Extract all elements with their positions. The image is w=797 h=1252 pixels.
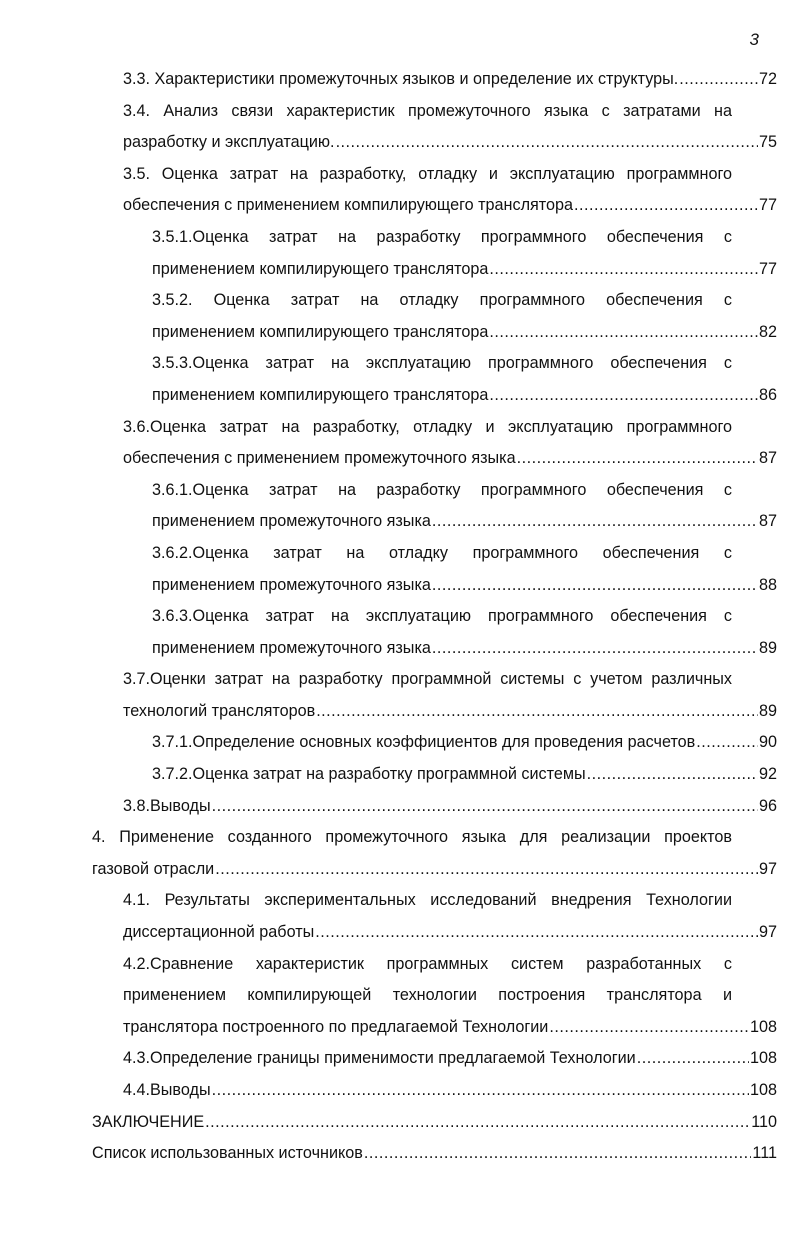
toc-page-number: 92 <box>758 765 777 784</box>
toc-page-number: 86 <box>758 385 777 404</box>
toc-page-number: 75 <box>758 133 777 152</box>
toc-page-number: 77 <box>758 259 777 278</box>
dot-leader <box>432 633 758 665</box>
toc-entry[interactable] <box>152 222 797 285</box>
toc-entry-title-line: применением компилирующей технологии построения транслятора и <box>123 986 732 1005</box>
toc-entry-last-line <box>92 1107 777 1139</box>
table-of-contents <box>0 64 797 1170</box>
toc-entry-title-line: 3.4. Анализ связи характеристик промежуточного языка с затратами на <box>123 101 732 120</box>
toc-entry-title-line: 3.5.3.Оценка затрат на эксплуатацию программного обеспечения с <box>152 354 732 373</box>
toc-page-number: 89 <box>758 638 777 657</box>
toc-page-number: 110 <box>751 1112 777 1131</box>
toc-page-number: 96 <box>758 796 777 815</box>
dot-leader <box>212 791 758 823</box>
toc-entry-title: применением промежуточного языка <box>152 575 431 594</box>
dot-leader <box>212 1075 749 1107</box>
toc-entry-last-line <box>123 64 777 96</box>
page-number: 3 <box>749 30 759 49</box>
toc-entry[interactable] <box>123 159 797 222</box>
toc-entry-title: 3.3. Характеристики промежуточных языков и определение их структуры. <box>123 70 679 88</box>
toc-page-number: 87 <box>758 512 777 531</box>
dot-leader <box>336 127 758 159</box>
toc-entry-title-line: 3.6.1.Оценка затрат на разработку программного обеспечения с <box>152 480 732 499</box>
dot-leader <box>587 759 758 791</box>
dot-leader <box>549 1012 749 1044</box>
toc-entry[interactable] <box>123 885 797 948</box>
toc-entry[interactable] <box>123 1075 797 1107</box>
toc-entry-last-line <box>123 190 777 222</box>
toc-entry-title-line: 3.6.2.Оценка затрат на отладку программного обеспечения с <box>152 543 732 562</box>
dot-leader <box>432 506 758 538</box>
toc-entry-title: обеспечения с применением компилирующего транслятора <box>123 196 574 215</box>
dot-leader <box>489 317 758 349</box>
toc-page-number: 72 <box>758 70 777 88</box>
toc-entry-title: обеспечения с применением промежуточного языка <box>123 449 516 468</box>
toc-page-number: 77 <box>758 196 777 215</box>
toc-page-number: 97 <box>758 859 777 878</box>
dot-leader <box>432 570 758 602</box>
toc-entry-title: транслятора построенного по предлагаемой Технологии <box>123 1017 549 1036</box>
toc-entry-title: технологий трансляторов <box>123 701 316 720</box>
toc-entry[interactable] <box>152 538 797 601</box>
toc-entry-title: разработку и эксплуатацию. <box>123 133 335 152</box>
toc-entry[interactable] <box>123 412 797 475</box>
toc-entry-title: газовой отрасли <box>92 859 215 878</box>
toc-entry[interactable] <box>152 475 797 538</box>
toc-entry[interactable] <box>123 64 797 96</box>
toc-entry-title: 3.7.2.Оценка затрат на разработку программной системы <box>152 765 586 784</box>
dot-leader <box>679 64 758 96</box>
toc-entry-title-line: 3.5.1.Оценка затрат на разработку программного обеспечения с <box>152 227 732 246</box>
toc-page-number: 111 <box>752 1144 777 1163</box>
toc-entry-title-line: 4. Применение созданного промежуточного языка для реализации проектов <box>92 828 732 847</box>
toc-entry-title: применением компилирующего транслятора <box>152 259 489 278</box>
toc-page-number: 88 <box>758 575 777 594</box>
toc-entry-title: 3.7.1.Определение основных коэффициентов для проведения расчетов <box>152 733 696 752</box>
toc-entry-last-line <box>123 443 777 475</box>
toc-entry-last-line <box>123 696 777 728</box>
toc-entry-title: диссертационной работы <box>123 923 315 942</box>
dot-leader <box>315 917 758 949</box>
dot-leader <box>364 1138 752 1170</box>
toc-entry-title: 4.3.Определение границы применимости предлагаемой Технологии <box>123 1049 636 1068</box>
toc-entry-title-line: 4.1. Результаты экспериментальных исследований внедрения Технологии <box>123 891 732 910</box>
toc-page-number: 108 <box>749 1017 777 1036</box>
dot-leader <box>696 727 758 759</box>
toc-entry-last-line <box>152 633 777 665</box>
toc-entry-title: 3.8.Выводы <box>123 796 211 815</box>
dot-leader <box>489 254 758 286</box>
dot-leader <box>205 1107 750 1139</box>
dot-leader <box>489 380 758 412</box>
toc-entry-last-line <box>92 1138 777 1170</box>
toc-entry[interactable] <box>152 759 797 791</box>
toc-entry-title-line: 4.2.Сравнение характеристик программных систем разработанных с <box>123 954 732 973</box>
toc-entry[interactable] <box>152 601 797 664</box>
dot-leader <box>316 696 758 728</box>
toc-entry-last-line <box>123 917 777 949</box>
toc-entry-title: ЗАКЛЮЧЕНИЕ <box>92 1112 205 1131</box>
toc-entry-last-line <box>92 854 777 886</box>
toc-entry[interactable] <box>92 1138 797 1170</box>
toc-entry[interactable] <box>123 1043 797 1075</box>
toc-entry-last-line <box>152 570 777 602</box>
toc-entry[interactable] <box>152 348 797 411</box>
toc-page-number: 108 <box>749 1081 777 1099</box>
toc-entry[interactable] <box>123 664 797 727</box>
toc-entry[interactable] <box>92 1107 797 1139</box>
toc-entry-title: применением промежуточного языка <box>152 638 431 657</box>
toc-entry-last-line <box>123 1075 777 1107</box>
toc-entry-last-line <box>152 727 777 759</box>
toc-page-number: 82 <box>758 322 777 341</box>
toc-entry-last-line <box>152 317 777 349</box>
toc-entry[interactable] <box>152 285 797 348</box>
toc-entry-title-line: 3.5. Оценка затрат на разработку, отладку и эксплуатацию программного <box>123 164 732 183</box>
toc-entry-last-line <box>152 506 777 538</box>
toc-entry[interactable] <box>92 822 797 885</box>
toc-entry-last-line <box>123 791 777 823</box>
dot-leader <box>215 854 758 886</box>
toc-entry[interactable] <box>152 727 797 759</box>
toc-entry-title: применением компилирующего транслятора <box>152 322 489 341</box>
toc-entry-last-line <box>152 380 777 412</box>
toc-entry[interactable] <box>123 96 797 159</box>
toc-page-number: 97 <box>758 923 777 942</box>
toc-entry-title-line: 3.6.Оценка затрат на разработку, отладку и эксплуатацию программного <box>123 417 732 436</box>
toc-entry-title: Список использованных источников <box>92 1144 363 1163</box>
toc-entry-title: применением промежуточного языка <box>152 512 431 531</box>
toc-entry-title-line: 3.7.Оценки затрат на разработку программной системы с учетом различных <box>123 670 732 689</box>
toc-entry-title: 4.4.Выводы <box>123 1081 211 1099</box>
toc-entry-last-line <box>123 127 777 159</box>
toc-entry-last-line <box>152 254 777 286</box>
toc-entry-title-line: 3.5.2. Оценка затрат на отладку программного обеспечения с <box>152 291 732 310</box>
toc-entry-title: применением компилирующего транслятора <box>152 385 489 404</box>
toc-entry-last-line <box>123 1012 777 1044</box>
toc-entry-title-line: 3.6.3.Оценка затрат на эксплуатацию программного обеспечения с <box>152 607 732 626</box>
dot-leader <box>574 190 758 222</box>
toc-entry-last-line <box>152 759 777 791</box>
toc-entry[interactable] <box>123 791 797 823</box>
dot-leader <box>637 1043 749 1075</box>
toc-page-number: 87 <box>758 449 777 468</box>
toc-page-number: 108 <box>749 1049 777 1068</box>
toc-entry[interactable] <box>123 949 797 1044</box>
toc-entry-last-line <box>123 1043 777 1075</box>
dot-leader <box>517 443 758 475</box>
toc-page-number: 89 <box>758 701 777 720</box>
toc-page-number: 90 <box>758 733 777 752</box>
